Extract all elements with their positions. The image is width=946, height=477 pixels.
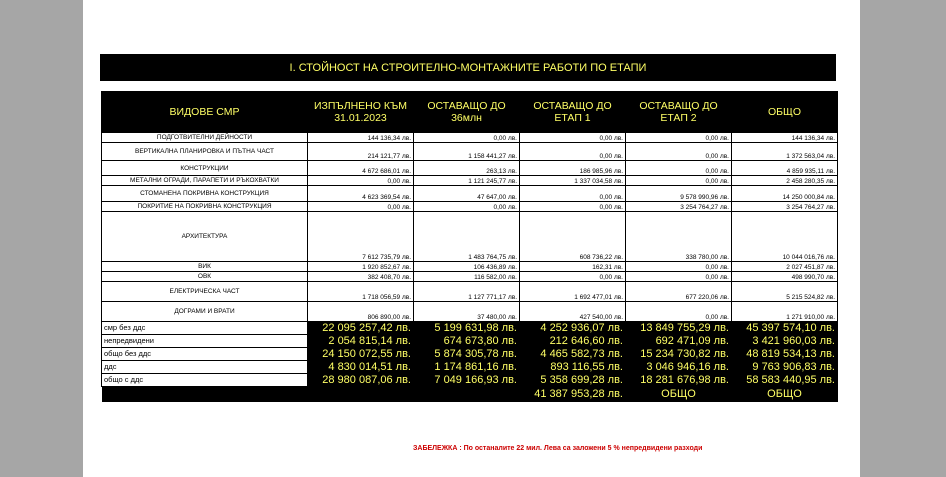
row-value: 677 220,06 лв. [626, 282, 732, 302]
table-row [102, 262, 838, 272]
blank-cell [102, 387, 308, 402]
row-value: 0,00 лв. [414, 202, 520, 212]
row-value: 382 408,70 лв. [308, 272, 414, 282]
row-value: 0,00 лв. [308, 176, 414, 186]
summary-value: 28 980 087,06 лв. [308, 374, 414, 387]
table-row [102, 302, 838, 322]
summary-value: 692 471,09 лв. [626, 335, 732, 348]
header-cell: ОСТАВАЩО ДО 36млн [414, 92, 520, 133]
row-value: 1 692 477,01 лв. [520, 282, 626, 302]
summary-row [102, 322, 838, 335]
summary-value: 2 054 815,14 лв. [308, 335, 414, 348]
table-row [102, 282, 838, 302]
row-name: КОНСТРУКЦИИ [102, 161, 308, 176]
row-value: 0,00 лв. [520, 133, 626, 143]
row-value: 0,00 лв. [520, 143, 626, 161]
summary-value: 22 095 257,42 лв. [308, 322, 414, 335]
row-value: 0,00 лв. [626, 272, 732, 282]
row-value: 427 540,00 лв. [520, 302, 626, 322]
row-value: 4 623 369,54 лв. [308, 186, 414, 202]
summary-value: 13 849 755,29 лв. [626, 322, 732, 335]
row-value: 1 718 056,59 лв. [308, 282, 414, 302]
header-row [102, 92, 838, 133]
summary-value: 212 646,60 лв. [520, 335, 626, 348]
row-name: СТОМАНЕНА ПОКРИВНА КОНСТРУКЦИЯ [102, 186, 308, 202]
row-value: 498 990,70 лв. [732, 272, 838, 282]
row-name: АРХИТЕКТУРА [102, 212, 308, 262]
summary-value: 4 830 014,51 лв. [308, 361, 414, 374]
row-value: 4 672 686,01 лв. [308, 161, 414, 176]
summary-value: 674 673,80 лв. [414, 335, 520, 348]
row-name: ПОДГОТВИТЕЛНИ ДЕЙНОСТИ [102, 133, 308, 143]
summary-value: 58 583 440,95 лв. [732, 374, 838, 387]
row-value: 0,00 лв. [520, 202, 626, 212]
row-value: 0,00 лв. [520, 186, 626, 202]
row-value: 5 215 524,82 лв. [732, 282, 838, 302]
row-value: 0,00 лв. [626, 176, 732, 186]
row-value: 7 612 735,79 лв. [308, 212, 414, 262]
header-cell: ОСТАВАЩО ДО ЕТАП 1 [520, 92, 626, 133]
table-row [102, 161, 838, 176]
summary-label: общо с ддс [102, 374, 308, 387]
document-page [83, 0, 860, 477]
row-value: 9 578 990,96 лв. [626, 186, 732, 202]
row-value: 3 254 764,27 лв. [626, 202, 732, 212]
row-name: ПОКРИТИЕ НА ПОКРИВНА КОНСТРУКЦИЯ [102, 202, 308, 212]
summary-value: 48 819 534,13 лв. [732, 348, 838, 361]
row-value: 0,00 лв. [308, 202, 414, 212]
summary-value: 24 150 072,55 лв. [308, 348, 414, 361]
note-text: ЗАБЕЛЕЖКА : По останалите 22 мил. Лева са заложени 5 % непредвидени разходи [413, 445, 703, 452]
row-value: 1 483 764,75 лв. [414, 212, 520, 262]
table-row [102, 133, 838, 143]
row-value: 37 480,00 лв. [414, 302, 520, 322]
summary-value: 7 049 166,93 лв. [414, 374, 520, 387]
summary-row [102, 361, 838, 374]
row-value: 144 136,34 лв. [308, 133, 414, 143]
summary-label: смр без ддс [102, 322, 308, 335]
summary-label: непредвидени [102, 335, 308, 348]
summary-label: общо без ддс [102, 348, 308, 361]
row-value: 1 158 441,27 лв. [414, 143, 520, 161]
row-value: 0,00 лв. [414, 133, 520, 143]
totals-value: 41 387 953,28 лв. [520, 387, 626, 402]
row-value: 214 121,77 лв. [308, 143, 414, 161]
summary-value: 3 046 946,16 лв. [626, 361, 732, 374]
summary-row [102, 348, 838, 361]
summary-value: 4 252 936,07 лв. [520, 322, 626, 335]
section-title: I. СТОЙНОСТ НА СТРОИТЕЛНО-МОНТАЖНИТЕ РАБОТИ ПО ЕТАПИ [100, 54, 836, 81]
row-name: ЕЛЕКТРИЧЕСКА ЧАСТ [102, 282, 308, 302]
cost-table [101, 91, 838, 402]
header-cell: ВИДОВЕ СМР [102, 92, 308, 133]
table-row [102, 186, 838, 202]
summary-row [102, 335, 838, 348]
totals-label: ОБЩО [626, 387, 732, 402]
row-value: 47 647,00 лв. [414, 186, 520, 202]
row-value: 186 985,96 лв. [520, 161, 626, 176]
row-value: 1 121 245,77 лв. [414, 176, 520, 186]
row-value: 1 127 771,17 лв. [414, 282, 520, 302]
summary-label: ддс [102, 361, 308, 374]
row-value: 106 436,89 лв. [414, 262, 520, 272]
row-name: МЕТАЛНИ ОГРАДИ, ПАРАПЕТИ И РЪКОХВАТКИ [102, 176, 308, 186]
totals-label: ОБЩО [732, 387, 838, 402]
row-value: 0,00 лв. [626, 143, 732, 161]
summary-value: 45 397 574,10 лв. [732, 322, 838, 335]
totals-row [102, 387, 838, 402]
row-value: 162,31 лв. [520, 262, 626, 272]
summary-value: 3 421 960,03 лв. [732, 335, 838, 348]
row-value: 144 136,34 лв. [732, 133, 838, 143]
summary-value: 5 874 305,78 лв. [414, 348, 520, 361]
row-value: 14 250 000,84 лв. [732, 186, 838, 202]
row-value: 1 271 910,00 лв. [732, 302, 838, 322]
summary-value: 893 116,55 лв. [520, 361, 626, 374]
row-value: 4 859 935,11 лв. [732, 161, 838, 176]
row-value: 263,13 лв. [414, 161, 520, 176]
row-value: 0,00 лв. [626, 262, 732, 272]
header-cell: ОБЩО [732, 92, 838, 133]
blank-cell [308, 387, 414, 402]
row-value: 0,00 лв. [626, 133, 732, 143]
row-value: 3 254 764,27 лв. [732, 202, 838, 212]
row-name: ДОГРАМИ И ВРАТИ [102, 302, 308, 322]
row-name: ВЕРТИКАЛНА ПЛАНИРОВКА И ПЪТНА ЧАСТ [102, 143, 308, 161]
row-name: ОВК [102, 272, 308, 282]
row-name: ВИК [102, 262, 308, 272]
row-value: 0,00 лв. [626, 302, 732, 322]
row-value: 1 372 563,04 лв. [732, 143, 838, 161]
row-value: 116 582,00 лв. [414, 272, 520, 282]
row-value: 608 736,22 лв. [520, 212, 626, 262]
header-cell: ИЗПЪЛНЕНО КЪМ 31.01.2023 [308, 92, 414, 133]
table-row [102, 272, 838, 282]
row-value: 0,00 лв. [626, 161, 732, 176]
table-row [102, 143, 838, 161]
row-value: 806 890,00 лв. [308, 302, 414, 322]
summary-value: 15 234 730,82 лв. [626, 348, 732, 361]
blank-cell [414, 387, 520, 402]
row-value: 10 044 016,76 лв. [732, 212, 838, 262]
row-value: 0,00 лв. [520, 272, 626, 282]
summary-value: 5 199 631,98 лв. [414, 322, 520, 335]
row-value: 1 337 034,58 лв. [520, 176, 626, 186]
table-row [102, 212, 838, 262]
header-cell: ОСТАВАЩО ДО ЕТАП 2 [626, 92, 732, 133]
row-value: 338 780,00 лв. [626, 212, 732, 262]
summary-value: 4 465 582,73 лв. [520, 348, 626, 361]
summary-value: 18 281 676,98 лв. [626, 374, 732, 387]
summary-value: 5 358 699,28 лв. [520, 374, 626, 387]
summary-value: 9 763 906,83 лв. [732, 361, 838, 374]
table-row [102, 202, 838, 212]
summary-row [102, 374, 838, 387]
table-row [102, 176, 838, 186]
row-value: 2 027 451,87 лв. [732, 262, 838, 272]
row-value: 2 458 280,35 лв. [732, 176, 838, 186]
summary-value: 1 174 861,16 лв. [414, 361, 520, 374]
row-value: 1 920 852,67 лв. [308, 262, 414, 272]
